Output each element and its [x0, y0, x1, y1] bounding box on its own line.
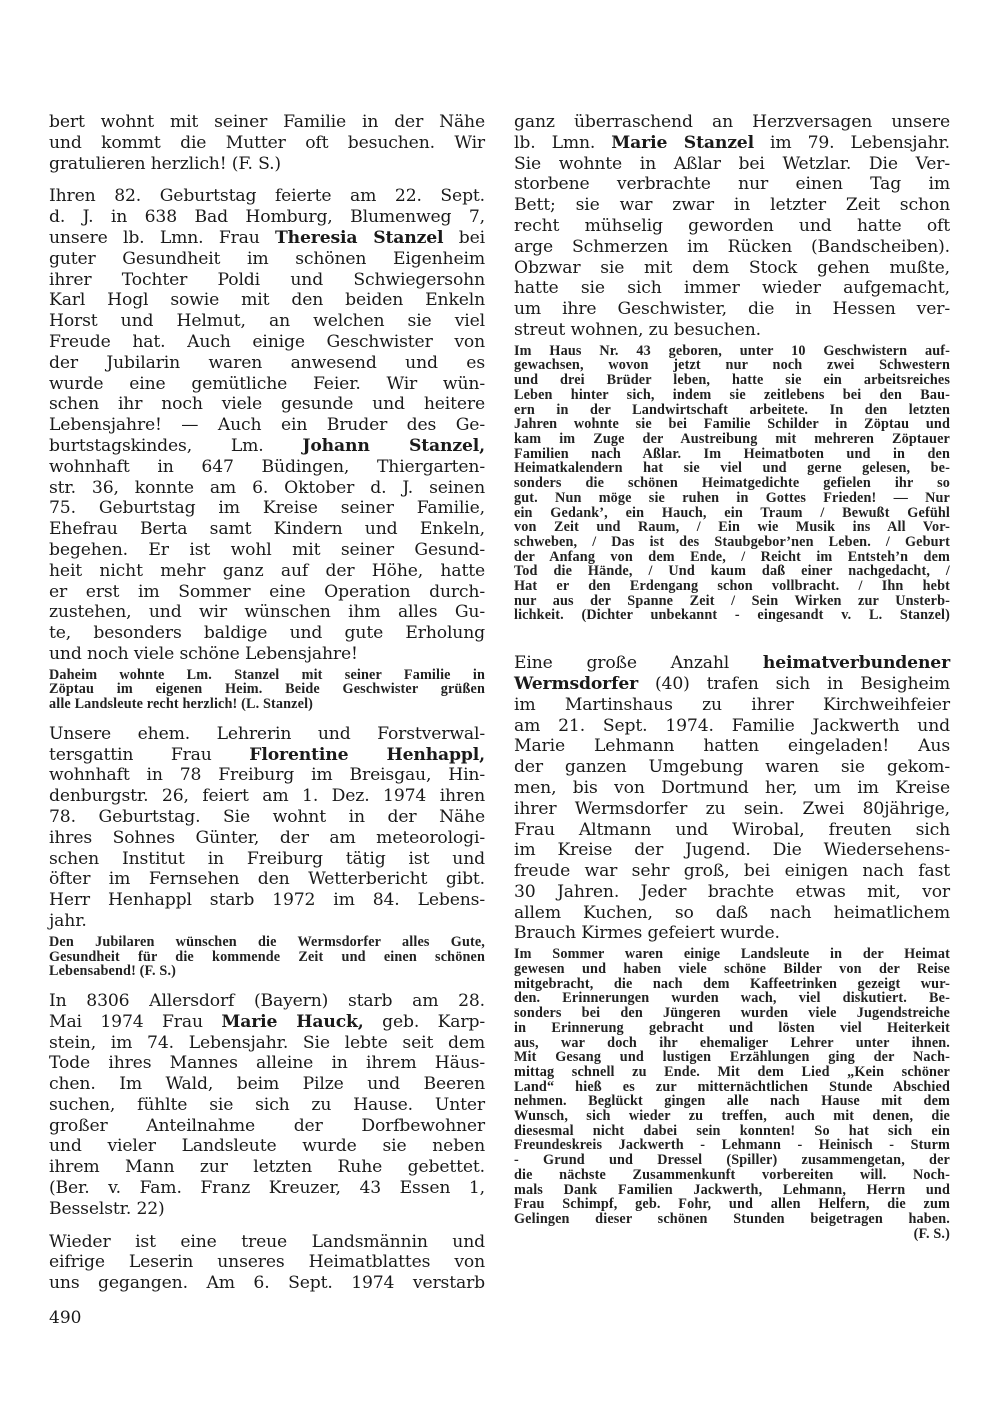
- article-note: [514, 947, 950, 1241]
- text-segment: Marie Lehmann hatten eingeladen! Aus: [514, 736, 950, 757]
- text-line: [514, 608, 950, 623]
- bold-name: Marie Stanzel: [611, 132, 754, 153]
- text-line: [514, 579, 950, 594]
- text-segment: ihres Sohnes Günter, der am meteorologi-: [49, 827, 485, 848]
- article-paragraph: [514, 653, 950, 944]
- text-line: [514, 1006, 950, 1021]
- text-line: [514, 1124, 950, 1139]
- text-segment: Wieder ist eine treue Landsmännin und: [49, 1231, 485, 1252]
- article-note: [49, 668, 485, 712]
- text-line: [514, 1168, 950, 1183]
- text-segment: Frau Schimpf, geb. Fohr, und allen Helfern, die zum: [514, 1196, 950, 1213]
- text-segment: lichkeit. (Dichter unbekannt - eingesandt v. L. Stanzel): [514, 607, 950, 624]
- text-segment: hatte sie sich immer wieder aufgemacht,: [514, 278, 950, 299]
- text-line: [514, 550, 950, 565]
- text-segment: und noch viele schöne Lebensjahre!: [49, 643, 358, 664]
- text-line: [514, 520, 950, 535]
- text-line: [514, 991, 950, 1006]
- text-segment: sonders bei den Jüngeren wurden viele Jugendstreiche: [514, 1005, 950, 1022]
- text-segment: schen Institut in Freiburg tätig ist und: [49, 848, 485, 869]
- text-line: [49, 374, 485, 395]
- text-segment: am 21. Sept. 1974. Familie Jackwerth und: [514, 715, 950, 736]
- text-segment: um ihre Geschwister, die in Hessen ver-: [514, 299, 950, 320]
- text-segment: (40) trafen sich in Besigheim: [638, 673, 950, 694]
- text-segment: te, besonders baldige und gute Erholung: [49, 623, 485, 644]
- text-line: [49, 1053, 485, 1074]
- article-paragraph: [49, 186, 485, 664]
- text-segment: 78. Geburtstag. Sie wohnt in der Nähe: [49, 807, 485, 828]
- text-line: [49, 950, 485, 965]
- bold-name: Wermsdorfer: [514, 673, 639, 694]
- text-segment: bert wohnt mit seiner Familie in der Nähe: [49, 112, 485, 132]
- text-line: [514, 977, 950, 992]
- text-segment: Im Haus Nr. 43 geboren, unter 10 Geschwistern auf-: [514, 342, 950, 359]
- text-segment: Gesundheit für die kommende Zeit und einen schönen: [49, 948, 485, 965]
- text-line: [49, 1095, 485, 1116]
- text-segment: str. 36, konnte am 6. Oktober d. J. seinen: [49, 477, 485, 498]
- text-segment: ern in der Landwirtschaft arbeitete. In den letzten: [514, 401, 950, 418]
- bold-name: Theresia Stanzel: [275, 227, 444, 248]
- text-line: [514, 432, 950, 447]
- text-segment: Ihren 82. Geburtstag feierte am 22. Sept.: [49, 186, 485, 207]
- text-segment: freude war sehr groß, bei einigen nach fast: [514, 861, 950, 882]
- text-line: [49, 765, 485, 786]
- text-segment: Ehefrau Berta samt Kindern und Enkeln,: [49, 519, 485, 540]
- text-line: [49, 561, 485, 582]
- text-segment: wohnhaft in 78 Freiburg im Breisgau, Hin-: [49, 765, 485, 786]
- text-segment: allem Kuchen, so daß nach heimatlichem: [514, 902, 950, 923]
- article-paragraph: [49, 991, 485, 1220]
- text-segment: suchen, fühlte sie sich zu Hause. Unter: [49, 1094, 485, 1115]
- text-line: [514, 216, 950, 237]
- text-line: [514, 695, 950, 716]
- text-segment: ihrem Mann zur letzten Ruhe gebettet.: [49, 1157, 485, 1178]
- text-line: [49, 478, 485, 499]
- text-segment: d. J. in 638 Bad Homburg, Blumenweg 7,: [49, 207, 485, 228]
- text-line: [514, 736, 950, 757]
- text-segment: Eine große Anzahl: [514, 653, 763, 674]
- text-line: [49, 415, 485, 436]
- text-line: [49, 1199, 485, 1220]
- text-line: [49, 869, 485, 890]
- text-line: [514, 861, 950, 882]
- text-line: [514, 403, 950, 418]
- text-segment: recht mühselig geworden und hatte oft: [514, 215, 950, 236]
- text-line: [514, 564, 950, 579]
- paragraph-spacer: [49, 174, 485, 186]
- text-segment: öfter im Fernsehen den Wetterbericht gibt.: [49, 869, 485, 890]
- article-paragraph: [49, 724, 485, 932]
- text-line: [514, 154, 950, 175]
- text-segment: mittag schnell zu Ende. Mit dem Lied „Kein schöner: [514, 1063, 950, 1080]
- text-line: [49, 724, 485, 745]
- text-line: [514, 506, 950, 521]
- text-segment: der Jubilarin waren anwesend und es: [49, 352, 485, 373]
- text-segment: Obzwar sie mit dem Stock gehen mußte,: [514, 257, 950, 278]
- text-line: [49, 270, 485, 291]
- text-line: [514, 882, 950, 903]
- text-line: [49, 1033, 485, 1054]
- bold-name: Johann Stanzel,: [302, 435, 485, 456]
- text-segment: ganz überraschend an Herzversagen unsere: [514, 112, 950, 132]
- text-line: [49, 602, 485, 623]
- text-line: [514, 1183, 950, 1198]
- text-segment: zustehen, und wir wünschen ihm alles Gu-: [49, 602, 485, 623]
- text-segment: in Erinnerung gebracht und lösten viel Heiterkeit: [514, 1019, 950, 1036]
- text-line: [514, 133, 950, 154]
- text-line: [514, 388, 950, 403]
- bold-name: Marie Hauck,: [221, 1011, 364, 1032]
- text-line: [49, 623, 485, 644]
- text-segment: Den Jubilaren wünschen die Wermsdorfer alles Gute,: [49, 933, 485, 950]
- text-line: [49, 890, 485, 911]
- paragraph-spacer: [49, 1220, 485, 1232]
- text-line: [514, 799, 950, 820]
- text-segment: Leben hinter sich, indem sie zeitlebens bei den Bau-: [514, 386, 950, 403]
- text-line: [514, 344, 950, 359]
- text-segment: Wunsch, sich wieder zu treffen, auch mit denen, die: [514, 1108, 950, 1125]
- text-segment: im 79. Lebensjahr.: [753, 132, 950, 153]
- text-line: [49, 849, 485, 870]
- text-segment: tersgattin Frau: [49, 744, 250, 765]
- text-line: [49, 353, 485, 374]
- text-segment: storbene verbrachte nur einen Tag im: [514, 174, 950, 195]
- text-segment: und vieler Landsleute wurde sie neben: [49, 1136, 485, 1157]
- text-line: [514, 174, 950, 195]
- text-segment: und drei Brüder leben, hatte sie ein arbeitsreiches: [514, 372, 950, 389]
- text-line: [514, 373, 950, 388]
- text-line: [49, 186, 485, 207]
- text-line: [49, 1273, 485, 1294]
- text-segment: schen ihr noch viele gesunde und heitere: [49, 394, 485, 415]
- text-segment: und kommt die Mutter oft besuchen. Wir: [49, 132, 485, 153]
- article-note: [514, 344, 950, 623]
- text-segment: ein Gedank’, ein Hauch, ein Traum / Bewußt Gefühl: [514, 504, 950, 521]
- text-segment: unsere lb. Lmn. Frau: [49, 227, 276, 248]
- text-line: [514, 1021, 950, 1036]
- text-segment: Tod die Hände, / Und kaum daß einer nachgedacht, /: [514, 563, 950, 580]
- text-line: [514, 653, 950, 674]
- left-column: [49, 112, 485, 1294]
- text-segment: im Martinshaus zu ihrer Kirchweihfeier: [514, 694, 950, 715]
- text-line: [49, 1157, 485, 1178]
- text-line: [514, 491, 950, 506]
- text-segment: Hat er den Erdengang schon vollbracht. / Ihn hebt: [514, 578, 950, 595]
- text-segment: wohnhaft in 647 Büdingen, Thiergarten-: [49, 456, 485, 477]
- text-line: [49, 1116, 485, 1137]
- text-segment: denburgstr. 26, feiert am 1. Dez. 1974 ihren: [49, 786, 485, 807]
- text-segment: kam im Zuge der Austreibung mit mehreren Zöptauer: [514, 430, 950, 447]
- text-segment: Brauch Kirmes gefeiert wurde.: [514, 923, 780, 944]
- text-segment: arge Schmerzen im Rücken (Bandscheiben).: [514, 236, 950, 257]
- text-segment: Besselstr. 22): [49, 1198, 165, 1219]
- text-segment: Frau Altmann und Wirobal, freuten sich: [514, 819, 950, 840]
- text-line: [49, 1232, 485, 1253]
- text-line: [514, 1080, 950, 1095]
- text-line: [514, 417, 950, 432]
- text-segment: Im Sommer waren einige Landsleute in der Heimat: [514, 946, 950, 963]
- text-line: [514, 757, 950, 778]
- text-segment: uns gegangen. Am 6. Sept. 1974 verstarb: [49, 1273, 485, 1294]
- text-segment: begehen. Er ist wohl mit seiner Gesund-: [49, 539, 485, 560]
- text-segment: Daheim wohnte Lm. Stanzel mit seiner Familie in: [49, 666, 485, 683]
- text-segment: - Grund und Dressel (Spiller) zusammengetan, der: [514, 1152, 950, 1169]
- text-segment: großer Anteilnahme der Dorfbewohner: [49, 1115, 485, 1136]
- text-segment: Mai 1974 Frau: [49, 1011, 222, 1032]
- text-line: [514, 1109, 950, 1124]
- text-line: [49, 249, 485, 270]
- text-line: [514, 237, 950, 258]
- text-segment: aus, war doch ihr ehemaliger Lehrer unter ihnen.: [514, 1034, 950, 1051]
- text-segment: die nächste Zusammenkunft vorbereiten will. Noch-: [514, 1166, 950, 1183]
- text-line: [49, 1136, 485, 1157]
- text-line: [49, 154, 485, 175]
- text-segment: sonders die schönen Heimatgedichte gefielen ihr so: [514, 475, 950, 492]
- text-line: [49, 807, 485, 828]
- text-line: [49, 1178, 485, 1199]
- text-segment: 75. Geburtstag im Kreise seiner Familie,: [49, 498, 485, 519]
- text-line: [49, 228, 485, 249]
- text-line: [514, 962, 950, 977]
- text-segment: Tode ihres Mannes alleine in ihrem Häus-: [49, 1053, 485, 1074]
- text-line: [49, 697, 485, 712]
- text-line: [49, 991, 485, 1012]
- text-segment: nehmen. Beglückt gingen alle nach Hause mit dem: [514, 1093, 950, 1110]
- text-segment: Freundeskreis Jackwerth - Lehmann - Heinisch - Sturm: [514, 1137, 950, 1154]
- text-line: [514, 258, 950, 279]
- text-line: [514, 1138, 950, 1153]
- text-line: [514, 1050, 950, 1065]
- text-line: [514, 778, 950, 799]
- text-segment: Sie wohnte in Aßlar bei Wetzlar. Die Ver-: [514, 153, 950, 174]
- text-line: [514, 112, 950, 133]
- paragraph-spacer: [49, 712, 485, 724]
- text-segment: den. Erinnerungen wurden wach, viel diskutiert. Be-: [514, 990, 950, 1007]
- text-segment: Gelingen dieser schönen Stunden beigetragen haben.: [514, 1210, 950, 1227]
- article-paragraph: [49, 112, 485, 174]
- text-line: [514, 1197, 950, 1212]
- text-line: [49, 311, 485, 332]
- article-paragraph: [514, 112, 950, 341]
- right-column: [514, 112, 950, 1241]
- text-segment: heit nicht mehr ganz auf der Höhe, hatte: [49, 560, 485, 581]
- text-segment: geb. Karp-: [363, 1011, 485, 1032]
- text-line: [49, 394, 485, 415]
- text-segment: Herr Henhappl starb 1972 im 84. Lebens-: [49, 890, 485, 911]
- text-line: [49, 519, 485, 540]
- text-segment: alle Landsleute recht herzlich! (L. Stanzel): [49, 696, 314, 713]
- author-signature: (F. S.): [913, 1225, 950, 1242]
- text-line: [514, 947, 950, 962]
- text-segment: mitgebracht, die nach dem Kaffeetrinken gezeigt wur-: [514, 975, 950, 992]
- article-note: [49, 935, 485, 979]
- text-segment: der Anfang von dem Ende, / Reicht im Entsteh’n dem: [514, 548, 950, 565]
- text-line: [49, 828, 485, 849]
- text-line: [49, 1252, 485, 1273]
- text-segment: men, bis von Dortmund her, um im Kreise: [514, 777, 950, 798]
- text-line: [514, 278, 950, 299]
- text-segment: nur aus der Spanne Zeit / Sein Wirken zur Unsterb-: [514, 592, 950, 609]
- text-segment: Heimatkalendern hat sie viel und gerne gelesen, be-: [514, 460, 950, 477]
- text-segment: Unsere ehem. Lehrerin und Forstverwal-: [49, 723, 485, 744]
- text-line: [514, 461, 950, 476]
- bold-name: heimatverbundener: [762, 653, 950, 674]
- text-line: [49, 1074, 485, 1095]
- text-segment: stein, im 74. Lebensjahr. Sie lebte seit dem: [49, 1032, 485, 1053]
- text-line: [514, 447, 950, 462]
- text-line: [49, 911, 485, 932]
- text-line: [514, 923, 950, 944]
- text-line: [49, 436, 485, 457]
- text-segment: Lebensabend! (F. S.): [49, 963, 177, 980]
- text-line: [49, 668, 485, 683]
- text-segment: er erst im Sommer eine Operation durch-: [49, 581, 485, 602]
- text-segment: schweben, / Das ist des Staubgebor’nen Leben. / Geburt: [514, 533, 950, 550]
- text-line: [514, 1036, 950, 1051]
- text-line: [514, 820, 950, 841]
- text-segment: diesesmal nicht dabei sein konnten! So hat sich ein: [514, 1122, 950, 1139]
- text-segment: In 8306 Allersdorf (Bayern) starb am 28.: [49, 990, 485, 1011]
- text-segment: im Kreise der Jugend. Die Wiedersehens-: [514, 840, 950, 861]
- text-segment: Lebensjahre! — Auch ein Bruder des Ge-: [49, 415, 485, 436]
- paragraph-spacer: [514, 623, 950, 653]
- text-segment: der ganzen Umgebung waren sie gekom-: [514, 757, 950, 778]
- text-line: [49, 745, 485, 766]
- text-segment: mals Dank Familien Jackwerth, Lehmann, Herrn und: [514, 1181, 950, 1198]
- text-segment: eifrige Leserin unseres Heimatblattes von: [49, 1252, 485, 1273]
- text-segment: Zöptau im eigenen Heim. Beide Geschwister grüßen: [49, 681, 485, 698]
- text-segment: (Ber. v. Fam. Franz Kreuzer, 43 Essen 1,: [49, 1178, 485, 1199]
- text-line: [49, 332, 485, 353]
- text-segment: Freude hat. Auch einige Geschwister von: [49, 331, 485, 352]
- text-segment: guter Gesundheit im schönen Eigenheim: [49, 248, 485, 269]
- text-line: [49, 207, 485, 228]
- text-segment: ihrer Tochter Poldi und Schwiegersohn: [49, 269, 485, 290]
- text-segment: gewachsen, wovon jetzt nur noch zwei Schwestern: [514, 357, 950, 374]
- page-number: 490: [49, 1308, 82, 1328]
- text-segment: Karl Hogl sowie mit den beiden Enkeln: [49, 290, 485, 311]
- text-line: [49, 290, 485, 311]
- text-line: [514, 1094, 950, 1109]
- text-line: [514, 1065, 950, 1080]
- text-line: [49, 112, 485, 133]
- text-line: [49, 1012, 485, 1033]
- paragraph-spacer: [49, 979, 485, 991]
- text-line: [514, 903, 950, 924]
- text-segment: Bett; sie war zwar in letzter Zeit schon: [514, 195, 950, 216]
- text-segment: chen. Im Wald, beim Pilze und Beeren: [49, 1074, 485, 1095]
- text-line: [49, 964, 485, 979]
- text-line: [514, 1153, 950, 1168]
- text-line: [514, 840, 950, 861]
- text-segment: Familien nach Aßlar. Im Heimatboten und in den: [514, 445, 950, 462]
- text-line: [49, 582, 485, 603]
- text-segment: ihrer Wermsdorfer zu sein. Zwei 80jährige,: [514, 798, 950, 819]
- text-line: [49, 935, 485, 950]
- text-segment: wurde eine gemütliche Feier. Wir wün-: [49, 373, 485, 394]
- text-line: [514, 594, 950, 609]
- text-segment: gut. Nun möge sie ruhen in Gottes Frieden! — Nur: [514, 489, 950, 506]
- text-segment: Horst und Helmut, an welchen sie viel: [49, 311, 485, 332]
- text-segment: burtstagskindes, Lm.: [49, 435, 303, 456]
- text-line: [49, 133, 485, 154]
- text-line: [514, 358, 950, 373]
- text-line: [49, 786, 485, 807]
- text-line: [514, 195, 950, 216]
- text-line: [49, 644, 485, 665]
- text-segment: Mit Gesang und lustigen Erzählungen ging der Nach-: [514, 1049, 950, 1066]
- text-segment: von Zeit und Raum, / Ein wie Musik ins All Vor-: [514, 519, 950, 536]
- text-line: [49, 682, 485, 697]
- text-segment: gratulieren herzlich! (F. S.): [49, 153, 281, 174]
- text-segment: 30 Jahren. Jeder brachte etwas mit, vor: [514, 881, 950, 902]
- text-segment: Jahren wohnte sie bei Familie Schilder in Zöptau und: [514, 416, 950, 433]
- bold-name: Florentine Henhappl,: [249, 744, 485, 765]
- text-line: [514, 1212, 950, 1227]
- text-segment: lb. Lmn.: [514, 132, 612, 153]
- text-segment: jahr.: [49, 911, 87, 931]
- text-line: [49, 498, 485, 519]
- text-segment: gewesen und haben viele schöne Bilder von der Reise: [514, 960, 950, 977]
- text-line: [514, 320, 950, 341]
- text-segment: bei: [443, 227, 485, 248]
- text-line: [514, 299, 950, 320]
- text-line: [514, 476, 950, 491]
- text-line: [514, 535, 950, 550]
- text-segment: Land“ hieß es zur mitternächtlichen Stunde Abschied: [514, 1078, 950, 1095]
- text-segment: streut wohnen, zu besuchen.: [514, 319, 761, 340]
- text-line: [49, 540, 485, 561]
- text-line: [514, 674, 950, 695]
- text-line: [514, 716, 950, 737]
- text-line: [49, 457, 485, 478]
- article-paragraph: [49, 1232, 485, 1294]
